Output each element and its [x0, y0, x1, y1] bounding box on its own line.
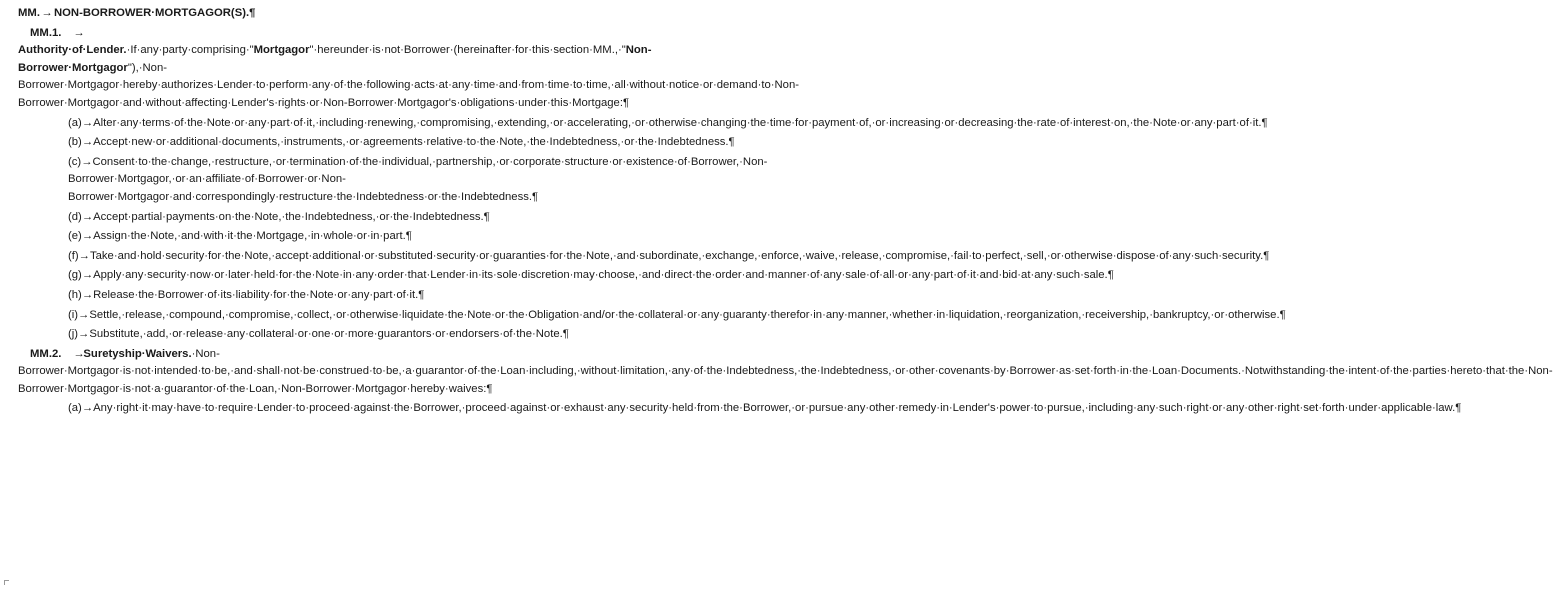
mm2-title: Suretyship·Waivers.: [83, 347, 192, 360]
mm1-item-a: [18, 115, 1268, 133]
item-text: Substitute,·add,·or·release·any·collateral·or·one·or·more·guarantors·or·endorsers·of·the·Note.¶: [89, 328, 569, 341]
item-text: Any·right·it·may·have·to·require·Lender·to·proceed·against·the·Borrower,·proceed·against·or·exhaust·any·security·held·from·the·Borrower,·or·pursue·any·other·remedy·in·Lender's·power·to·pursue,·including·any·such·right·or·any·other·right·set·forth·under·applicable·law.¶: [93, 402, 1462, 415]
mm1-paragraph: [18, 25, 800, 113]
tab-arrow: →: [81, 402, 94, 415]
tab-arrow: →: [81, 210, 94, 223]
tab-arrow: →: [73, 347, 85, 360]
item-text: Accept·new·or·additional·documents,·instruments,·or·agreements·relative·to·the·Note,·the·Indebtedness,·or·the·Indebtedness.¶: [93, 136, 735, 149]
mm2-item-a: [18, 400, 1462, 418]
mm1-item-b: [18, 134, 735, 152]
mm1-item-e: [18, 228, 658, 246]
crop-mark: [4, 580, 9, 585]
item-label: (j): [68, 328, 79, 341]
tab-arrow: →: [81, 269, 94, 282]
mm1-text-b: "·hereunder·is·not·Borrower·(hereinafter·for·this·section·MM.,·": [309, 44, 626, 57]
tab-arrow: →: [81, 288, 94, 301]
item-label: (h): [68, 288, 82, 301]
mm1-text-c: "),·Non-Borrower·Mortgagor·hereby·authorizes·Lender·to·perform·any·of·the·following·acts·at·any·time·and·from·time·to·time,·all·without·notice·or·demand·to·Non-Borrower·Mortgagor·and·without·affecting·Lender's·rights·or·Non-Borrower·Mortgagor's·obligations·under·this·Mortgage:¶: [18, 61, 800, 109]
section-title: NON-BORROWER·MORTGAGOR(S).¶: [53, 7, 256, 19]
mm1-item-f: [18, 248, 1270, 266]
tab-arrow: →: [81, 136, 94, 149]
mm1-item-d: [18, 209, 658, 227]
mm1-title: Authority·of·Lender.: [18, 44, 127, 57]
item-text: Settle,·release,·compound,·compromise,·collect,·or·otherwise·liquidate·the·Note·or·the·Obligation·and/or·the·collateral·or·any·guaranty·therefor·in·any·manner,·whether·in·liquidation,·reorganization,·receivership,·bankruptcy,·or·otherwise.¶: [89, 308, 1286, 321]
tab-arrow: →: [73, 26, 85, 39]
item-text: Accept·partial·payments·on·the·Note,·the·Indebtedness,·or·the·Indebtedness.¶: [93, 210, 490, 223]
item-label: (f): [68, 249, 79, 262]
section-number: MM.: [18, 7, 40, 19]
tab-arrow: →: [81, 230, 94, 243]
mm1-item-g: [18, 267, 1114, 285]
mm1-item-h: [18, 287, 658, 305]
tab-arrow: →: [78, 308, 90, 321]
mm1-number: MM.1.: [30, 26, 62, 39]
tab-arrow: →: [81, 155, 93, 168]
tab-arrow: →: [81, 116, 94, 129]
item-label: (e): [68, 230, 82, 243]
tab-arrow: →: [41, 7, 53, 19]
item-text: Alter·any·terms·of·the·Note·or·any·part·of·it,·including·renewing,·compromising,·extending,·or·accelerating,·or·otherwise·changing·the·time·for·payment·of,·or·increasing·or·decreasing·the·rate·of·interest·on,·the·Note·or·any·part·of·it.¶: [93, 116, 1268, 129]
item-label: (b): [68, 136, 82, 149]
item-text: Take·and·hold·security·for·the·Note,·accept·additional·or·substituted·security·or·guaranties·for·the·Note,·and·subordinate,·exchange,·enforce,·waive,·release,·compromise,·fail·to·perfect,·sell,·or·otherwise·dispose·of·any·such·security.¶: [89, 249, 1270, 262]
item-text: Release·the·Borrower·of·its·liability·for·the·Note·or·any·part·of·it.¶: [93, 288, 425, 301]
mm1-text-a: ·If·any·party·comprising·": [126, 44, 254, 57]
item-label: (d): [68, 210, 82, 223]
item-label: (a): [68, 116, 82, 129]
tab-arrow: →: [78, 249, 90, 262]
mm2-number: MM.2.: [30, 347, 62, 360]
section-heading: [18, 5, 658, 23]
mm2-paragraph: [18, 346, 1553, 399]
mm1-term-mortgagor: Mortgagor: [253, 44, 310, 57]
item-label: (i): [68, 308, 79, 321]
mm1-term-non-borrower: Non-Borrower·Mortgagor: [18, 44, 652, 74]
item-text: Consent·to·the·change,·restructure,·or·termination·of·the·individual,·partnership,·or·corporate·structure·or·existence·of·Borrower,·Non-Borrower·Mortgagor,·or·an·affiliate·of·Borrower·or·Non-Borrower·Mortgagor·and·correspondingly·restructure·the·Indebtedness·or·the·Indebtedness.¶: [68, 155, 768, 203]
item-label: (c): [68, 155, 82, 168]
item-label: (g): [68, 269, 82, 282]
tab-arrow: →: [78, 328, 90, 341]
mm2-text: ·Non-Borrower·Mortgagor·is·not·intended·to·be,·and·shall·not·be·construed·to·be,·a·guarantor·of·the·Loan·including,·without·limitation,·any·of·the·Indebtedness,·the·Indebtedness,·or·other·covenants·by·Borrower·as·set·forth·in·the·Loan·Documents.·Notwithstanding·the·intent·of·the·parties·hereto·that·the·Non-Borrower·Mortgagor·is·not·a·guarantor·of·the·Loan,·Non-Borrower·Mortgagor·hereby·waives:¶: [18, 347, 1553, 395]
mm1-item-i: [18, 307, 1286, 325]
item-text: Assign·the·Note,·and·with·it·the·Mortgage,·in·whole·or·in·part.¶: [93, 230, 412, 243]
item-label: (a): [68, 402, 82, 415]
mm1-item-j: [18, 326, 658, 344]
mm1-item-c: [18, 154, 768, 207]
item-text: Apply·any·security·now·or·later·held·for·the·Note·in·any·order·that·Lender·in·its·sole·discretion·may·choose,·and·direct·the·order·and·manner·of·any·sale·of·all·or·any·part·of·it·and·bid·at·any·such·sale.¶: [93, 269, 1114, 282]
